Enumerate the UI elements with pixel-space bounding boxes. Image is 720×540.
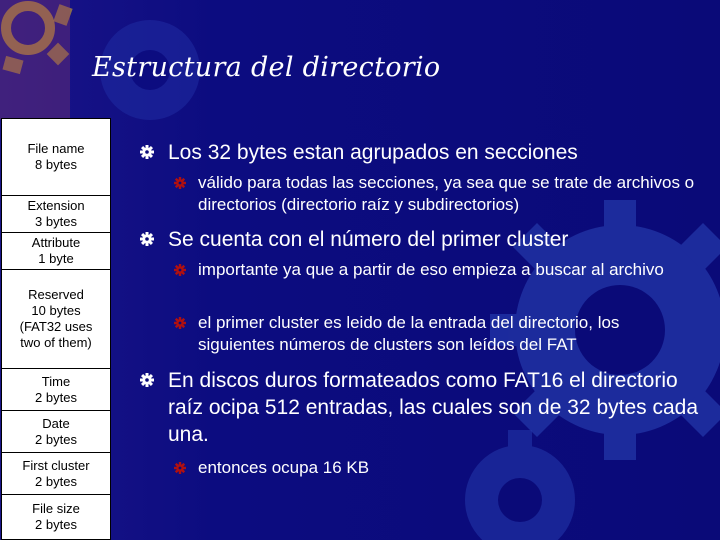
accent-stripe	[0, 0, 70, 120]
fat-field-size: 2 bytes	[35, 517, 77, 532]
fat-field-name: File size	[32, 501, 80, 516]
fat-field-size: 2 bytes	[35, 473, 77, 489]
fat-row-time	[2, 369, 110, 411]
fat-row-extension	[2, 196, 110, 233]
fat-row-reserved	[2, 270, 110, 369]
fat-field-name: Attribute	[31, 235, 81, 250]
bullet-text: Los 32 bytes estan agrupados en secciones	[168, 141, 578, 164]
fat-row-date	[2, 411, 110, 453]
fat-field-size: 10 bytes	[31, 303, 81, 318]
fat-row-first-cluster	[2, 453, 110, 495]
small-gear-hub	[498, 478, 542, 522]
fat-field-size: 1 byte	[38, 251, 74, 266]
gear-sub-bullet-icon	[174, 317, 186, 329]
bullet-text: En discos duros formateados como FAT16 el directorio raíz ocipa 512 entradas, las cuales son de 32 bytes cada una.	[168, 369, 699, 446]
fat-field-name: Date	[42, 415, 70, 431]
fat-field-size: 8 bytes	[35, 157, 77, 172]
bullet-text: Se cuenta con el número del primer cluster	[168, 228, 569, 251]
gear-bullet-icon	[140, 232, 154, 246]
fat-field-size: 3 bytes	[35, 214, 77, 229]
fat-field-name: Reserved	[28, 287, 84, 302]
fat-field-note: (FAT32 uses two of them)	[19, 319, 93, 350]
fat-field-size: 2 bytes	[35, 431, 77, 447]
gear-sub-bullet-icon	[174, 462, 186, 474]
sub-bullet-text: entonces ocupa 16 KB	[198, 458, 370, 477]
fat-row-attribute	[2, 233, 110, 270]
sub-bullet-text: el primer cluster es leido de la entrada del directorio, los siguientes números de clusters son leídos del FAT	[198, 313, 620, 354]
sub-bullet-text: válido para todas las secciones, ya sea que se trate de archivos o directorios (directorio raíz y subdirectorios)	[198, 173, 695, 214]
fat-row-file-size	[2, 495, 110, 539]
gear-sub-bullet-icon	[174, 177, 186, 189]
sub-bullet-text: importante ya que a partir de eso empieza a buscar al archivo	[198, 260, 664, 279]
fat-entry-table	[1, 118, 111, 540]
fat-field-size: 2 bytes	[35, 389, 77, 405]
fat-field-name: File name	[27, 141, 85, 156]
gear-sub-bullet-icon	[174, 264, 186, 276]
fat-field-name: Time	[41, 373, 71, 389]
gear-bullet-icon	[140, 145, 154, 159]
fat-row-file-name	[2, 119, 110, 196]
gear-bullet-icon	[140, 373, 154, 387]
fat-field-name: Extension	[27, 198, 85, 213]
slide-title: Estructura del directorio	[92, 52, 441, 83]
fat-field-name: First cluster	[22, 457, 90, 473]
